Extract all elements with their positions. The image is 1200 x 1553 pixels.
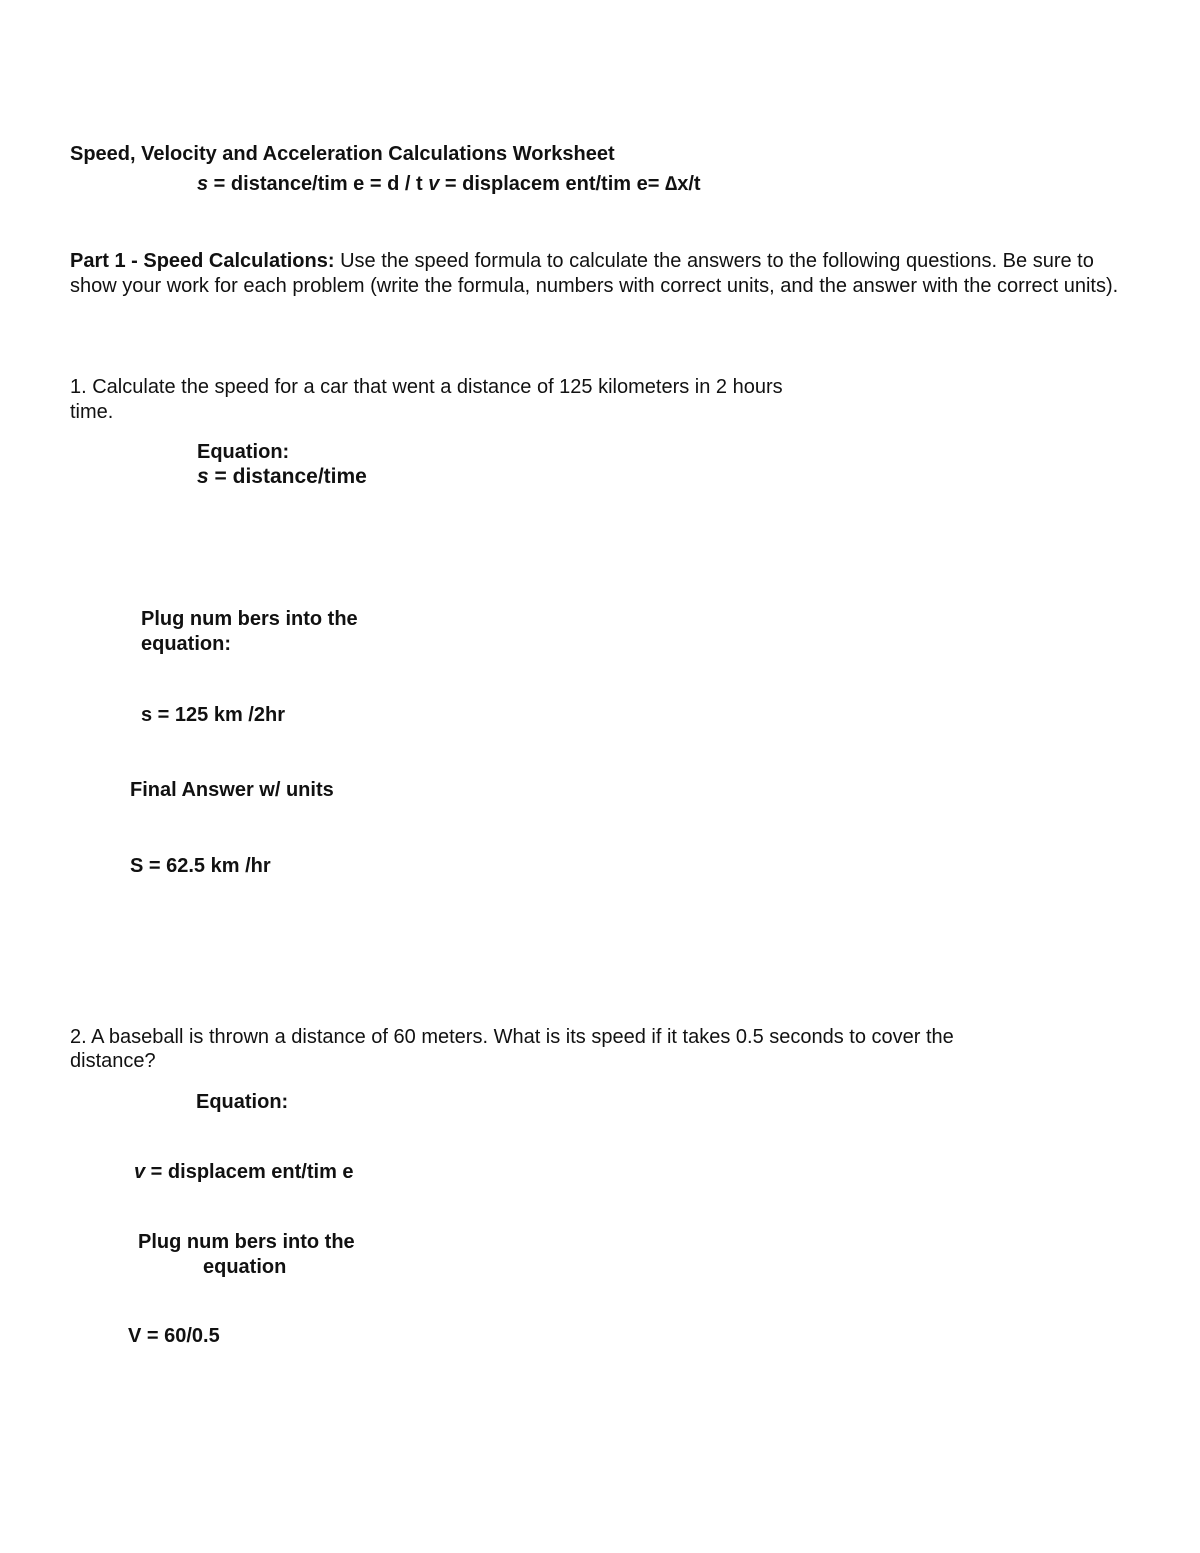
q2-question-line1: 2. A baseball is thrown a distance of 60 meters. What is its speed if it takes 0.5 seconds to cover the bbox=[70, 1026, 954, 1048]
q2-plug-value: V = 60/0.5 bbox=[128, 1325, 220, 1347]
q2-plug-label-line2: equation bbox=[203, 1256, 287, 1278]
part1-heading: Part 1 - Speed Calculations: bbox=[70, 250, 335, 272]
q1-final-value: S = 62.5 km /hr bbox=[130, 855, 271, 877]
q1-equation-var: s bbox=[197, 465, 209, 488]
q2-question-line2: distance? bbox=[70, 1050, 156, 1072]
part1-instructions bbox=[70, 249, 1130, 299]
q1-final-label: Final Answer w/ units bbox=[130, 779, 334, 801]
q1-plug-label-line1: Plug num bers into the bbox=[141, 608, 358, 630]
q2-equation bbox=[134, 1160, 354, 1184]
worksheet-title: Speed, Velocity and Acceleration Calculations Worksheet bbox=[70, 143, 615, 165]
q2-equation-label: Equation: bbox=[196, 1091, 289, 1113]
part1-instructions-text: Use the speed formula to calculate the answers to the following questions. Be sure to show your work for each problem (write the formula, numbers with correct units, and the answer with the correct units). bbox=[70, 250, 1119, 297]
q1-question-line2: time. bbox=[70, 401, 114, 423]
formula-s-var: s bbox=[197, 173, 209, 195]
q2-equation-var: v bbox=[134, 1161, 146, 1183]
q2-plug-label-line1: Plug num bers into the bbox=[138, 1231, 355, 1253]
formula-line bbox=[197, 172, 701, 196]
q1-question-line1: 1. Calculate the speed for a car that went a distance of 125 kilometers in 2 hours bbox=[70, 376, 783, 398]
q1-equation-label: Equation: bbox=[197, 441, 290, 463]
formula-v-rest: = displacem ent/tim e= ∆x/t bbox=[439, 173, 701, 195]
q1-plug-value: s = 125 km /2hr bbox=[141, 704, 285, 726]
q1-equation-rest: = distance/time bbox=[208, 465, 367, 488]
formula-s-rest: = distance/tim e = d / t bbox=[208, 173, 429, 195]
q2-equation-rest: = displacem ent/tim e bbox=[145, 1161, 354, 1183]
q1-equation bbox=[197, 465, 367, 489]
q1-plug-label-line2: equation: bbox=[141, 633, 231, 655]
formula-v-var: v bbox=[428, 173, 440, 195]
